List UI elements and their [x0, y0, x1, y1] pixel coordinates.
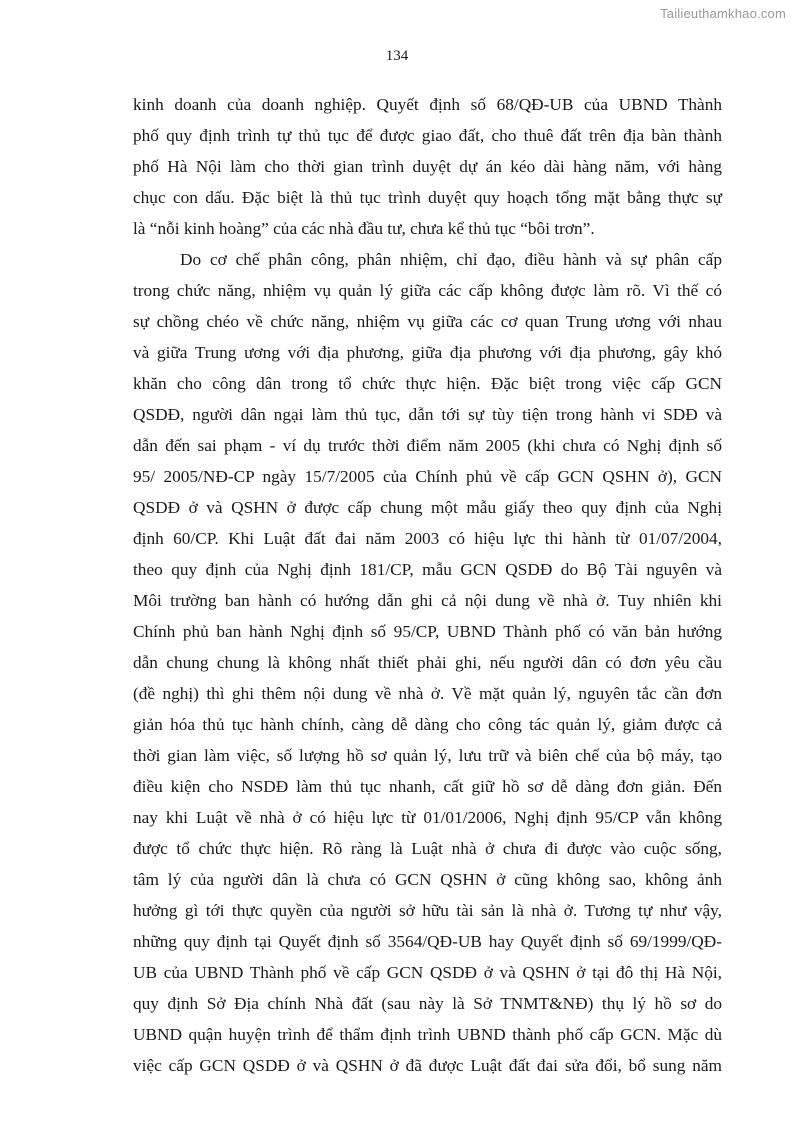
- text-line: theo quy định của Nghị định 181/CP, mẫu GCN QSDĐ do Bộ Tài nguyên và: [133, 560, 722, 579]
- watermark-text: Tailieuthamkhao.com: [660, 6, 786, 21]
- text-line: kinh doanh của doanh nghiệp. Quyết định số 68/QĐ-UB của UBND Thành: [133, 95, 722, 114]
- text-line: việc cấp GCN QSDĐ ở và QSHN ở đã được Luật đất đai sửa đổi, bổ sung năm: [133, 1056, 722, 1075]
- text-line: là “nỗi kinh hoàng” của các nhà đầu tư, chưa kể thủ tục “bôi trơn”.: [133, 219, 595, 238]
- text-line: khăn cho công dân trong tổ chức thực hiện. Đặc biệt trong việc cấp GCN: [133, 374, 722, 393]
- text-line: được tổ chức thực hiện. Rõ ràng là Luật nhà ở chưa đi được vào cuộc sống,: [133, 839, 722, 858]
- text-line: phố quy định trình tự thủ tục để được giao đất, cho thuê đất trên địa bàn thành: [133, 126, 722, 145]
- text-line: Chính phủ ban hành Nghị định số 95/CP, UBND Thành phố có văn bản hướng: [133, 622, 722, 641]
- text-line: Môi trường ban hành có hướng dẫn ghi cả nội dung về nhà ở. Tuy nhiên khi: [133, 591, 722, 610]
- text-line: quy định Sở Địa chính Nhà đất (sau này là Sở TNMT&NĐ) thụ lý hồ sơ do: [133, 994, 722, 1013]
- text-line: những quy định tại Quyết định số 3564/QĐ-UB hay Quyết định số 69/1999/QĐ-: [133, 932, 722, 951]
- text-line: sự chồng chéo về chức năng, nhiệm vụ giữa các cơ quan Trung ương với nhau: [133, 312, 722, 331]
- text-line: tâm lý của người dân là chưa có GCN QSHN ở cũng không sao, không ảnh: [133, 870, 722, 889]
- text-line: UBND quận huyện trình để thẩm định trình UBND thành phố cấp GCN. Mặc dù: [133, 1025, 722, 1044]
- text-line: nay khi Luật về nhà ở có hiệu lực từ 01/01/2006, Nghị định 95/CP vẫn không: [133, 808, 722, 827]
- text-line: và giữa Trung ương với địa phương, giữa địa phương với địa phương, gây khó: [133, 343, 722, 362]
- text-line: phố Hà Nội làm cho thời gian trình duyệt dự án kéo dài hàng năm, với hàng: [133, 157, 722, 176]
- text-line: dẫn chung chung là không nhất thiết phải ghi, nếu người dân có đơn yêu cầu: [133, 653, 722, 672]
- text-line: dẫn đến sai phạm - ví dụ trước thời điểm năm 2005 (khi chưa có Nghị định số: [133, 436, 722, 455]
- text-line: trong chức năng, nhiệm vụ quản lý giữa các cấp không được làm rõ. Vì thế có: [133, 281, 722, 300]
- text-line: hưởng gì tới thực quyền của người sở hữu tài sản là nhà ở. Tương tự như vậy,: [133, 901, 722, 920]
- text-line: điều kiện cho NSDĐ làm thủ tục nhanh, cất giữ hồ sơ dễ dàng đơn giản. Đến: [133, 777, 722, 796]
- text-line: thời gian làm việc, số lượng hồ sơ quản lý, lưu trữ và biên chế của bộ máy, tạo: [133, 746, 722, 765]
- text-line: (đề nghị) thì ghi thêm nội dung về nhà ở. Về mặt quản lý, nguyên tắc cần đơn: [133, 684, 722, 703]
- page-number: 134: [385, 48, 409, 64]
- text-line: định 60/CP. Khi Luật đất đai năm 2003 có hiệu lực thi hành từ 01/07/2004,: [133, 529, 722, 548]
- text-line: giản hóa thủ tục hành chính, càng dễ dàng cho công tác quản lý, giảm được cả: [133, 715, 722, 734]
- text-line: 95/ 2005/NĐ-CP ngày 15/7/2005 của Chính phủ về cấp GCN QSHN ở), GCN: [133, 467, 722, 486]
- text-line: chục con dấu. Đặc biệt là thủ tục trình duyệt quy hoạch tổng mặt bằng thực sự: [133, 188, 722, 207]
- text-line: QSDĐ, người dân ngại làm thủ tục, dẫn tới sự tùy tiện trong hành vi SDĐ và: [133, 405, 722, 424]
- text-line: UB của UBND Thành phố về cấp GCN QSDĐ ở và QSHN ở tại đô thị Hà Nội,: [133, 963, 722, 982]
- text-line: QSDĐ ở và QSHN ở được cấp chung một mẫu giấy theo quy định của Nghị: [133, 498, 722, 517]
- text-line: Do cơ chế phân công, phân nhiệm, chỉ đạo, điều hành và sự phân cấp: [180, 250, 722, 269]
